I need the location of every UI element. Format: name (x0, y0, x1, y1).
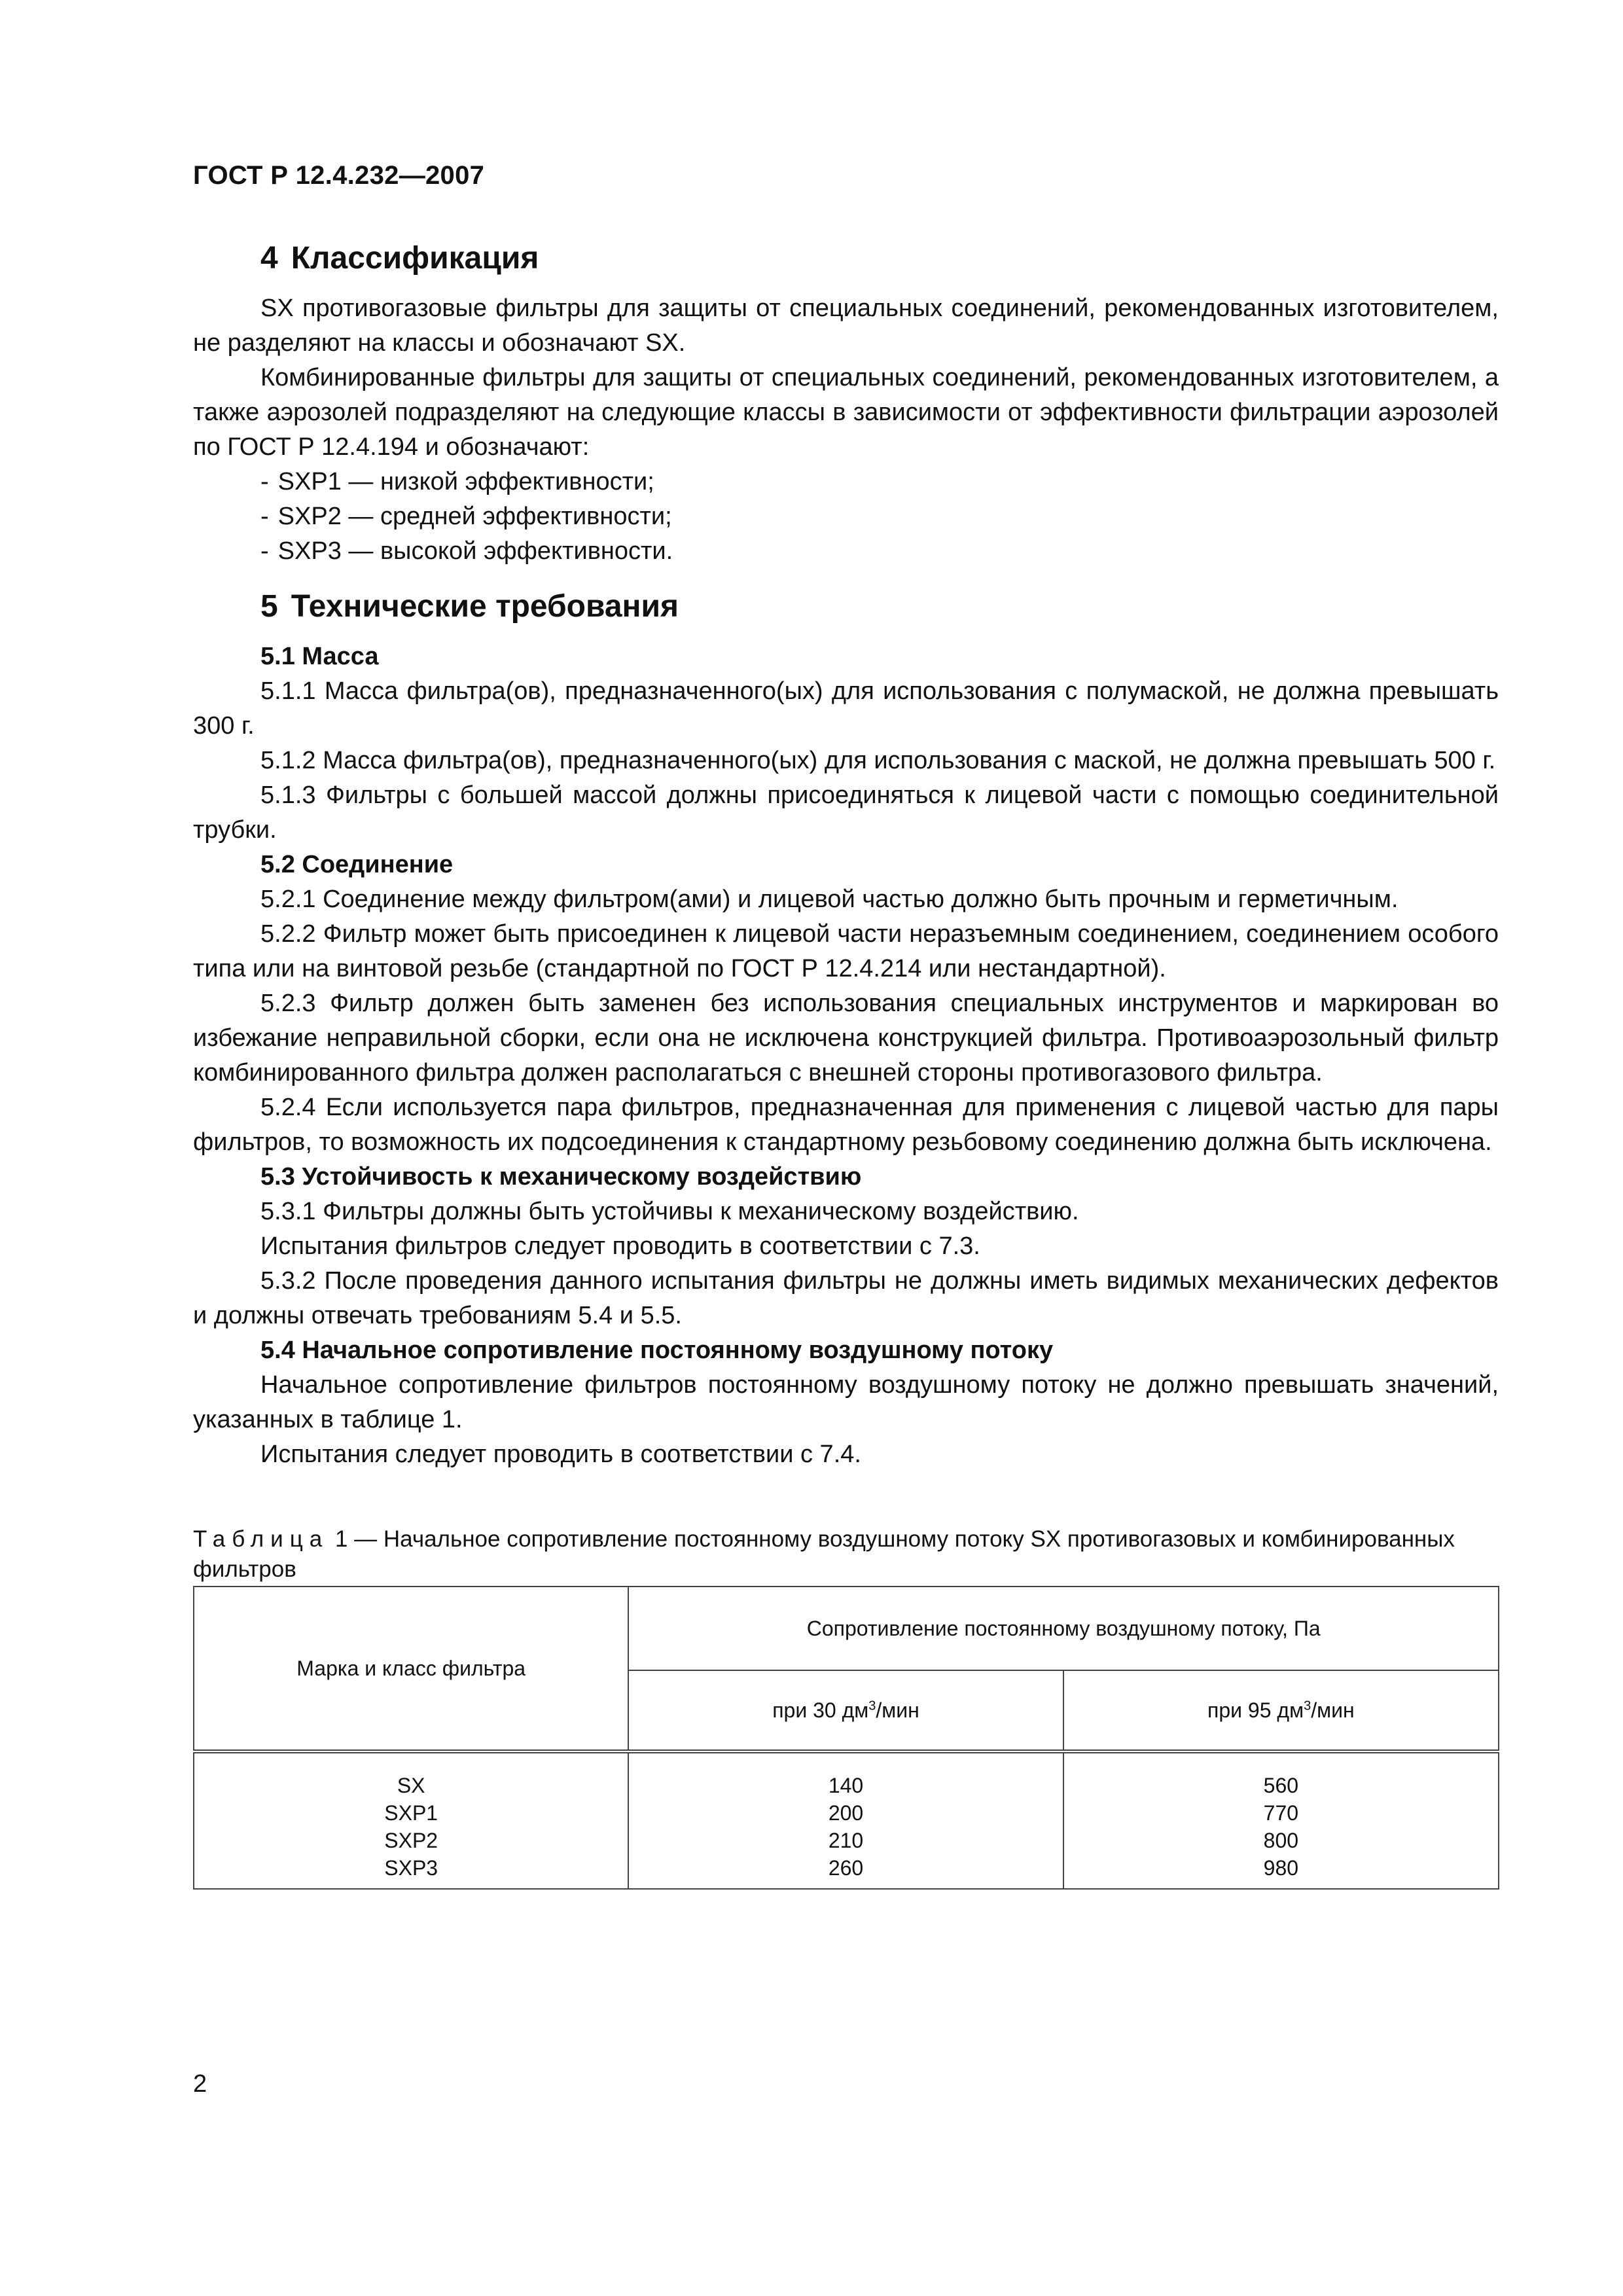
subsection-5-2-title: 5.2 Соединение (260, 851, 454, 878)
table-cell: 560 (1263, 1774, 1299, 1797)
flow-30-exponent: 3 (868, 1698, 876, 1713)
paragraph: Испытания следует проводить в соответствии с 7.4. (260, 1441, 861, 1468)
dash-marker: - (260, 537, 269, 565)
paragraph: 5.2.4 Если используется пара фильтров, предназначенная для применения с лицевой частью для пары фильтров, то возможность их подсоединения к стандартному резьбовому соединению должна быть исключена. (193, 1094, 1499, 1156)
list-item-text: SXP3 — высокой эффективности. (277, 537, 673, 565)
subsection-5-3-title: 5.3 Устойчивость к механическому воздействию (260, 1163, 862, 1191)
column-header-30 (628, 1670, 1063, 1751)
paragraph: 5.3.1 Фильтры должны быть устойчивы к механическому воздействию. (260, 1198, 1079, 1225)
section-4-title: Классификация (291, 241, 539, 276)
table-caption-label: Таблица (193, 1526, 329, 1552)
subsection-5-4-title: 5.4 Начальное сопротивление постоянному воздушному потоку (260, 1336, 1054, 1364)
flow-95-exponent: 3 (1304, 1698, 1311, 1713)
table-cell: SXP2 (384, 1829, 438, 1852)
list-item (193, 499, 1499, 534)
column-header-resistance: Сопротивление постоянному воздушному потоку, Па (628, 1587, 1499, 1670)
mark-column (194, 1751, 628, 1889)
paragraph: 5.2.1 Соединение между фильтром(ами) и лицевой частью должно быть прочным и герметичным. (260, 886, 1399, 913)
paragraph: SX противогазовые фильтры для защиты от специальных соединений, рекомендованных изготовителем, не разделяют на классы и обозначают SX. (193, 295, 1499, 357)
section-5-title: Технические требования (291, 589, 679, 624)
table-cell: 200 (828, 1801, 864, 1825)
table-cell: 140 (828, 1774, 864, 1797)
paragraph: Начальное сопротивление фильтров постоянному воздушному потоку не должно превышать значений, указанных в таблице 1. (193, 1371, 1499, 1433)
table-cell: 800 (1263, 1829, 1299, 1852)
table-header-row (194, 1587, 1499, 1670)
flow-30-text: при 30 дм (772, 1698, 869, 1722)
list-item-text: SXP2 — средней эффективности; (277, 503, 672, 530)
table-cell: 210 (828, 1829, 864, 1852)
subsection-5-1-title: 5.1 Масса (260, 643, 379, 670)
table-cell: 770 (1263, 1801, 1299, 1825)
table-cell: 260 (828, 1856, 864, 1880)
paragraph: 5.3.2 После проведения данного испытания фильтры не должны иметь видимых механических дефектов и должны отвечать требованиям 5.4 и 5.5. (193, 1267, 1499, 1329)
resistance-95-column (1063, 1751, 1499, 1889)
paragraph: 5.1.1 Масса фильтра(ов), предназначенного(ых) для использования с полумаской, не должна превышать 300 г. (193, 677, 1499, 740)
table-data-row (194, 1751, 1499, 1889)
column-header-95 (1063, 1670, 1499, 1751)
list-item (193, 465, 1499, 499)
resistance-30-column (628, 1751, 1063, 1889)
flow-95-unit: /мин (1311, 1698, 1355, 1722)
resistance-table (193, 1586, 1499, 1890)
paragraph: Комбинированные фильтры для защиты от специальных соединений, рекомендованных изготовителем, а также аэрозолей подразделяют на следующие классы в зависимости от эффективности фильтрации аэрозолей по ГОСТ Р 12.4.194 и обозначают: (193, 364, 1499, 461)
section-4-heading (193, 232, 1499, 285)
column-header-mark: Марка и класс фильтра (194, 1587, 628, 1751)
section-5-number: 5 (260, 589, 278, 624)
paragraph: 5.1.2 Масса фильтра(ов), предназначенного(ых) для использования с маской, не должна превышать 500 г. (260, 747, 1496, 774)
table-cell: 980 (1263, 1856, 1299, 1880)
paragraph: 5.2.3 Фильтр должен быть заменен без использования специальных инструментов и маркирован во избежание неправильной сборки, если она не исключена конструкцией фильтра. Противоаэрозольный фильтр комбинированного фильтра должен располагаться с внешней стороны противогазового фильтра. (193, 990, 1499, 1086)
paragraph: 5.1.3 Фильтры с большей массой должны присоединяться к лицевой части с помощью соединительной трубки. (193, 781, 1499, 844)
document-header: ГОСТ Р 12.4.232—2007 (193, 161, 485, 190)
document-body (193, 232, 1499, 1890)
dash-marker: - (260, 468, 269, 495)
page-number: 2 (193, 2070, 207, 2098)
table-caption-text: 1 — Начальное сопротивление постоянному воздушному потоку SX противогазовых и комбинированных фильтров (193, 1526, 1455, 1582)
paragraph: 5.2.2 Фильтр может быть присоединен к лицевой части неразъемным соединением, соединением особого типа или на винтовой резьбе (стандартной по ГОСТ Р 12.4.214 или нестандартной). (193, 920, 1499, 982)
list-item (193, 534, 1499, 569)
table-caption (193, 1524, 1499, 1585)
section-4-number: 4 (260, 241, 278, 276)
list-item-text: SXP1 — низкой эффективности; (277, 468, 654, 495)
flow-30-unit: /мин (876, 1698, 919, 1722)
flow-95-text: при 95 дм (1207, 1698, 1304, 1722)
section-5-heading (193, 581, 1499, 633)
table-cell: SX (397, 1774, 425, 1797)
table-cell: SXP3 (384, 1856, 438, 1880)
table-cell: SXP1 (384, 1801, 438, 1825)
paragraph: Испытания фильтров следует проводить в соответствии с 7.3. (260, 1232, 980, 1260)
dash-marker: - (260, 503, 269, 530)
